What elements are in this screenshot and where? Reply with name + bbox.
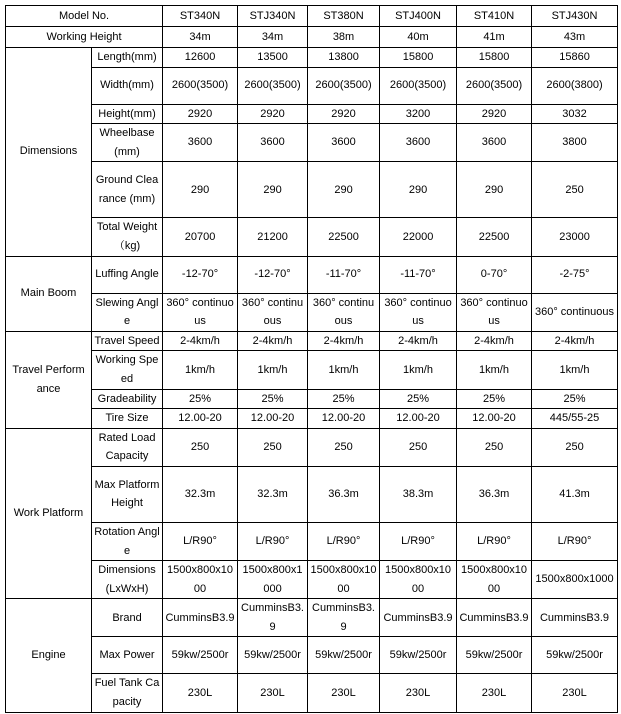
value-cell: 36.3m — [457, 466, 532, 522]
value-cell: 22000 — [380, 218, 457, 256]
spec-row — [6, 599, 618, 637]
row-label: Travel Speed — [92, 331, 163, 351]
value-cell: 230L — [308, 674, 380, 712]
value-cell: 2-4km/h — [238, 331, 308, 351]
value-cell: 59kw/2500r — [163, 637, 238, 674]
value-cell: 2600(3500) — [238, 67, 308, 104]
value-cell: 3600 — [380, 124, 457, 162]
value-cell: 15800 — [380, 48, 457, 68]
value-cell: -12-70° — [238, 256, 308, 293]
row-label: Tire Size — [92, 409, 163, 429]
row-label: Width(mm) — [92, 67, 163, 104]
spec-row — [6, 351, 618, 389]
value-cell: 3600 — [238, 124, 308, 162]
value-cell: 1500x800x1000 — [380, 561, 457, 599]
value-cell: 25% — [308, 389, 380, 409]
model-name-cell: STJ400N — [380, 6, 457, 27]
value-cell: 2-4km/h — [308, 331, 380, 351]
model-name-cell: ST410N — [457, 6, 532, 27]
value-cell: 1km/h — [308, 351, 380, 389]
model-name-cell: ST380N — [308, 6, 380, 27]
value-cell: 59kw/2500r — [457, 637, 532, 674]
value-cell: 2920 — [308, 104, 380, 124]
value-cell: 1km/h — [238, 351, 308, 389]
value-cell: 12.00-20 — [163, 409, 238, 429]
spec-row — [6, 124, 618, 162]
value-cell: 360° continuous — [308, 293, 380, 331]
value-cell: 59kw/2500r — [308, 637, 380, 674]
value-cell: 2600(3800) — [532, 67, 618, 104]
value-cell: 2600(3500) — [308, 67, 380, 104]
value-cell: 1500x800x1000 — [308, 561, 380, 599]
spec-row — [6, 48, 618, 68]
spec-row — [6, 293, 618, 331]
spec-row — [6, 637, 618, 674]
value-cell: 43m — [532, 27, 618, 48]
spec-row — [6, 331, 618, 351]
value-cell: 3600 — [308, 124, 380, 162]
value-cell: 0-70° — [457, 256, 532, 293]
value-cell: 15860 — [532, 48, 618, 68]
value-cell: 290 — [163, 162, 238, 218]
value-cell: 250 — [238, 428, 308, 466]
value-cell: 230L — [163, 674, 238, 712]
value-cell: 1500x800x1000 — [532, 561, 618, 599]
row-label: Fuel Tank Capacity — [92, 674, 163, 712]
value-cell: -11-70° — [380, 256, 457, 293]
value-cell: 13500 — [238, 48, 308, 68]
spec-table — [5, 5, 618, 713]
value-cell: 12.00-20 — [457, 409, 532, 429]
category-label: Engine — [6, 599, 92, 712]
row-label: Total Weight（kg) — [92, 218, 163, 256]
value-cell: L/R90° — [238, 522, 308, 560]
value-cell: 22500 — [308, 218, 380, 256]
value-cell: 360° continuous — [532, 293, 618, 331]
value-cell: 20700 — [163, 218, 238, 256]
row-label: Rotation Angle — [92, 522, 163, 560]
row-label: Luffing Angle — [92, 256, 163, 293]
value-cell: 15800 — [457, 48, 532, 68]
value-cell: 12.00-20 — [308, 409, 380, 429]
row-label: Gradeability — [92, 389, 163, 409]
value-cell: 38m — [308, 27, 380, 48]
category-label: Travel Performance — [6, 331, 92, 428]
spec-row — [6, 409, 618, 429]
value-cell: 25% — [532, 389, 618, 409]
value-cell: L/R90° — [457, 522, 532, 560]
value-cell: 12.00-20 — [238, 409, 308, 429]
value-cell: 230L — [380, 674, 457, 712]
value-cell: 3600 — [163, 124, 238, 162]
value-cell: 59kw/2500r — [532, 637, 618, 674]
value-cell: 23000 — [532, 218, 618, 256]
value-cell: CumminsB3.9 — [163, 599, 238, 637]
value-cell: 12600 — [163, 48, 238, 68]
value-cell: 1km/h — [532, 351, 618, 389]
value-cell: 250 — [380, 428, 457, 466]
spec-row — [6, 256, 618, 293]
value-cell: 2-4km/h — [457, 331, 532, 351]
spec-row — [6, 218, 618, 256]
value-cell: 250 — [457, 428, 532, 466]
spec-row — [6, 466, 618, 522]
value-cell: -12-70° — [163, 256, 238, 293]
value-cell: 32.3m — [238, 466, 308, 522]
value-cell: 445/55-25 — [532, 409, 618, 429]
value-cell: CumminsB3.9 — [380, 599, 457, 637]
value-cell: 2600(3500) — [380, 67, 457, 104]
value-cell: 21200 — [238, 218, 308, 256]
category-label: Dimensions — [6, 48, 92, 257]
category-label: Work Platform — [6, 428, 92, 599]
model-no-label: Model No. — [6, 6, 163, 27]
value-cell: 12.00-20 — [380, 409, 457, 429]
value-cell: 2920 — [163, 104, 238, 124]
value-cell: 2600(3500) — [457, 67, 532, 104]
value-cell: 2920 — [238, 104, 308, 124]
value-cell: CumminsB3.9 — [308, 599, 380, 637]
header-row — [6, 6, 618, 27]
value-cell: 1km/h — [163, 351, 238, 389]
row-label: Slewing Angle — [92, 293, 163, 331]
value-cell: 360° continuous — [380, 293, 457, 331]
value-cell: 34m — [163, 27, 238, 48]
spec-row — [6, 674, 618, 712]
value-cell: 3600 — [457, 124, 532, 162]
value-cell: 3800 — [532, 124, 618, 162]
spec-row — [6, 162, 618, 218]
value-cell: L/R90° — [380, 522, 457, 560]
row-label: Max Platform Height — [92, 466, 163, 522]
row-label: Rated Load Capacity — [92, 428, 163, 466]
value-cell: CumminsB3.9 — [457, 599, 532, 637]
working-height-row — [6, 27, 618, 48]
value-cell: 22500 — [457, 218, 532, 256]
row-label: Working Speed — [92, 351, 163, 389]
value-cell: 1500x800x1000 — [163, 561, 238, 599]
row-label: Brand — [92, 599, 163, 637]
value-cell: 2-4km/h — [532, 331, 618, 351]
value-cell: 2-4km/h — [380, 331, 457, 351]
value-cell: 13800 — [308, 48, 380, 68]
category-label: Main Boom — [6, 256, 92, 331]
spec-row — [6, 67, 618, 104]
value-cell: 290 — [457, 162, 532, 218]
value-cell: 41.3m — [532, 466, 618, 522]
value-cell: 38.3m — [380, 466, 457, 522]
row-label: Height(mm) — [92, 104, 163, 124]
value-cell: 2-4km/h — [163, 331, 238, 351]
value-cell: -2-75° — [532, 256, 618, 293]
spec-row — [6, 428, 618, 466]
model-name-cell: STJ340N — [238, 6, 308, 27]
value-cell: L/R90° — [532, 522, 618, 560]
spec-row — [6, 104, 618, 124]
row-label: Max Power — [92, 637, 163, 674]
row-label: Wheelbase (mm) — [92, 124, 163, 162]
value-cell: 290 — [380, 162, 457, 218]
working-height-label: Working Height — [6, 27, 163, 48]
value-cell: -11-70° — [308, 256, 380, 293]
value-cell: 25% — [238, 389, 308, 409]
model-name-cell: ST340N — [163, 6, 238, 27]
value-cell: CumminsB3.9 — [238, 599, 308, 637]
value-cell: 3032 — [532, 104, 618, 124]
value-cell: 40m — [380, 27, 457, 48]
spec-table-body — [6, 6, 618, 713]
value-cell: 230L — [238, 674, 308, 712]
value-cell: 360° continuous — [238, 293, 308, 331]
row-label: Dimensions (LxWxH) — [92, 561, 163, 599]
value-cell: 25% — [380, 389, 457, 409]
spec-row — [6, 389, 618, 409]
value-cell: 250 — [163, 428, 238, 466]
value-cell: 1km/h — [380, 351, 457, 389]
value-cell: L/R90° — [163, 522, 238, 560]
value-cell: 250 — [308, 428, 380, 466]
row-label: Length(mm) — [92, 48, 163, 68]
spec-row — [6, 522, 618, 560]
value-cell: 59kw/2500r — [380, 637, 457, 674]
value-cell: 230L — [457, 674, 532, 712]
value-cell: CumminsB3.9 — [532, 599, 618, 637]
value-cell: 1500x800x1000 — [457, 561, 532, 599]
value-cell: 250 — [532, 162, 618, 218]
value-cell: 25% — [457, 389, 532, 409]
value-cell: 360° continuous — [457, 293, 532, 331]
value-cell: 32.3m — [163, 466, 238, 522]
value-cell: 250 — [532, 428, 618, 466]
value-cell: 34m — [238, 27, 308, 48]
spec-row — [6, 561, 618, 599]
row-label: Ground Clearance (mm) — [92, 162, 163, 218]
value-cell: 36.3m — [308, 466, 380, 522]
value-cell: 1km/h — [457, 351, 532, 389]
value-cell: 3200 — [380, 104, 457, 124]
model-name-cell: STJ430N — [532, 6, 618, 27]
value-cell: 230L — [532, 674, 618, 712]
value-cell: 1500x800x1000 — [238, 561, 308, 599]
value-cell: 59kw/2500r — [238, 637, 308, 674]
value-cell: 2600(3500) — [163, 67, 238, 104]
value-cell: 2920 — [457, 104, 532, 124]
value-cell: L/R90° — [308, 522, 380, 560]
value-cell: 25% — [163, 389, 238, 409]
value-cell: 290 — [238, 162, 308, 218]
value-cell: 290 — [308, 162, 380, 218]
value-cell: 360° continuous — [163, 293, 238, 331]
value-cell: 41m — [457, 27, 532, 48]
